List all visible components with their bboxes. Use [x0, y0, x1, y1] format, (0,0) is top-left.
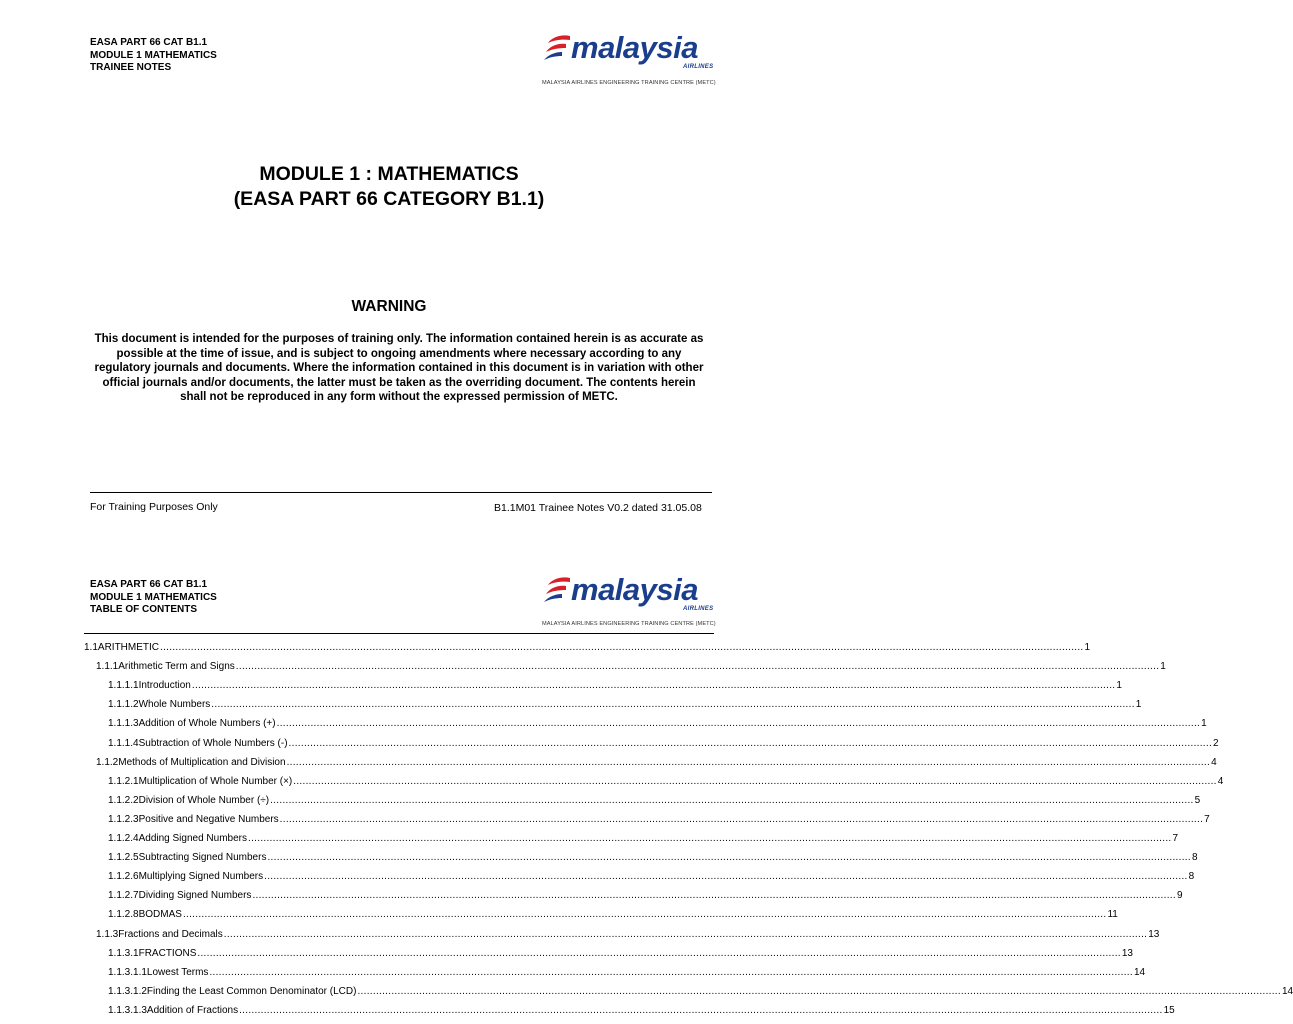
toc-title: Addition of Whole Numbers (+) — [138, 718, 276, 730]
toc-number: 1.1.2.7 — [108, 890, 139, 902]
header-line: MODULE 1 MATHEMATICS — [90, 49, 217, 61]
toc-title: Dividing Signed Numbers — [138, 890, 252, 902]
toc-leader-dots: ............................................................................................................................................................................................................................................................................................................ — [211, 699, 1135, 711]
toc-number: 1.1.2.3 — [108, 813, 139, 825]
warning-text: This document is intended for the purposes of training only. The information contained herein is as accurate as possible at the time of issue, and is subject to ongoing amendments where necessary according to any regulatory journals and documents. Where the information contained in this document is in variation with other official journals and/or documents, the latter must be taken as the overriding document. The contents herein shall not be reproduced in any form without the expressed permission of METC. — [94, 333, 704, 403]
toc-number: 1.1.2 — [96, 756, 119, 768]
toc-leader-dots: ............................................................................................................................................................................................................................................................................................................ — [357, 985, 1281, 997]
toc-number: 1.1.3.1 — [108, 947, 139, 959]
toc-title: Multiplying Signed Numbers — [138, 871, 264, 883]
toc-number: 1.1.1.2 — [108, 699, 139, 711]
toc-page-number: 8 — [1188, 871, 1195, 883]
toc-number: 1.1.3.1.3 — [108, 1004, 147, 1016]
toc-leader-dots: ............................................................................................................................................................................................................................................................................................................ — [182, 909, 1107, 921]
toc-leader-dots: ............................................................................................................................................................................................................................................................................................................ — [286, 756, 1211, 768]
toc-number: 1.1.2.4 — [108, 833, 139, 844]
toc-entry[interactable] — [96, 756, 1217, 769]
header-line: TABLE OF CONTENTS — [90, 604, 198, 615]
footer-divider — [90, 492, 712, 493]
toc-title: Methods of Multiplication and Division — [118, 756, 286, 768]
toc-leader-dots: ............................................................................................................................................................................................................................................................................................................ — [264, 871, 1188, 883]
toc-entry[interactable] — [108, 985, 1293, 998]
toc-leader-dots: ............................................................................................................................................................................................................................................................................................................ — [239, 1004, 1163, 1016]
toc-number: 1.1.2.8 — [108, 909, 139, 921]
toc-leader-dots: ............................................................................................................................................................................................................................................................................................................ — [191, 680, 1116, 692]
toc-entry[interactable] — [108, 737, 1219, 750]
toc-number: 1.1.2.2 — [108, 794, 139, 806]
toc-title: Subtracting Signed Numbers — [138, 852, 267, 864]
toc-page-number: 14 — [1281, 985, 1293, 997]
toc-leader-dots: ............................................................................................................................................................................................................................................................................................................ — [160, 642, 1084, 653]
toc-entry[interactable] — [108, 851, 1198, 864]
toc-page-number: 4 — [1211, 756, 1217, 768]
toc-page-number: 2 — [1213, 737, 1219, 749]
toc-leader-dots: ............................................................................................................................................................................................................................................................................................................ — [270, 794, 1194, 806]
toc-leader-dots: ............................................................................................................................................................................................................................................................................................................ — [279, 813, 1204, 825]
toc-page-number: 11 — [1107, 909, 1118, 921]
toc-title: BODMAS — [138, 909, 182, 921]
toc-title: Adding Signed Numbers — [138, 833, 247, 844]
toc-entry[interactable] — [108, 832, 1179, 845]
toc-entry[interactable] — [108, 717, 1207, 730]
toc-entry[interactable] — [108, 775, 1224, 788]
toc-leader-dots: ............................................................................................................................................................................................................................................................................................................ — [209, 966, 1133, 978]
toc-page-number: 8 — [1191, 852, 1198, 864]
toc-number: 1.1 — [84, 642, 98, 653]
logo-airlines: AIRLINES — [683, 64, 714, 70]
toc-entry[interactable] — [108, 947, 1133, 960]
toc-entry[interactable] — [108, 870, 1195, 883]
footer-left: For Training Purposes Only — [90, 501, 218, 513]
logo-wordmark: malaysia — [571, 572, 698, 607]
toc-page-number: 7 — [1204, 813, 1210, 825]
page2-header — [90, 579, 217, 617]
toc-number: 1.1.2.5 — [108, 852, 139, 864]
toc-leader-dots: ............................................................................................................................................................................................................................................................................................................ — [197, 947, 1121, 959]
toc-title: Introduction — [138, 680, 191, 692]
page1-header — [90, 37, 217, 75]
toc-entry[interactable] — [108, 794, 1201, 807]
toc-page-number: 13 — [1148, 928, 1160, 940]
toc-page-number: 1 — [1116, 680, 1122, 692]
toc-page-number: 15 — [1163, 1004, 1175, 1016]
malaysia-airlines-logo — [540, 30, 723, 80]
toc-number: 1.1.3.1.1 — [108, 966, 147, 978]
toc-leader-dots: ............................................................................................................................................................................................................................................................................................................ — [248, 833, 1172, 844]
warning-heading: WARNING — [351, 298, 427, 315]
toc-number: 1.1.2.1 — [108, 775, 139, 787]
toc-entry[interactable] — [108, 813, 1210, 826]
toc-entry[interactable] — [108, 1004, 1175, 1017]
toc-page-number: 9 — [1176, 890, 1183, 902]
toc-title: Lowest Terms — [146, 966, 209, 978]
toc-entry[interactable] — [108, 698, 1142, 711]
header-line: EASA PART 66 CAT B1.1 — [90, 579, 208, 590]
toc-page-number: 7 — [1172, 833, 1179, 844]
logo-subtitle: MALAYSIA AIRLINES ENGINEERING TRAINING CENTRE (METC) — [542, 80, 716, 86]
toc-divider — [84, 633, 714, 634]
toc-entry[interactable] — [108, 679, 1122, 692]
malaysia-airlines-logo — [540, 572, 723, 622]
header-line: MODULE 1 MATHEMATICS — [90, 591, 217, 603]
toc-title: FRACTIONS — [138, 947, 197, 959]
toc-title: ARITHMETIC — [97, 642, 160, 653]
toc-title: Addition of Fractions — [146, 1004, 239, 1016]
toc-title: Subtraction of Whole Numbers (-) — [138, 737, 288, 749]
toc-leader-dots: ............................................................................................................................................................................................................................................................................................................ — [223, 928, 1148, 940]
toc-number: 1.1.2.6 — [108, 871, 139, 883]
toc-leader-dots: ............................................................................................................................................................................................................................................................................................................ — [252, 890, 1176, 902]
header-line: EASA PART 66 CAT B1.1 — [90, 37, 208, 48]
footer-right: B1.1M01 Trainee Notes V0.2 dated 31.05.08 — [494, 502, 702, 514]
toc-title: Division of Whole Number (÷) — [138, 794, 270, 806]
document-title: MODULE 1 : MATHEMATICS — [259, 163, 519, 185]
toc-leader-dots: ............................................................................................................................................................................................................................................................................................................ — [267, 852, 1191, 864]
header-line: TRAINEE NOTES — [90, 62, 172, 73]
toc-page-number: 1 — [1135, 699, 1142, 711]
toc-entry[interactable] — [96, 660, 1166, 673]
toc-leader-dots: ............................................................................................................................................................................................................................................................................................................ — [276, 718, 1201, 730]
toc-page-number: 1 — [1160, 661, 1166, 673]
toc-title: Arithmetic Term and Signs — [118, 661, 235, 673]
toc-number: 1.1.1.3 — [108, 718, 139, 730]
toc-entry[interactable] — [84, 641, 1091, 654]
toc-number: 1.1.1 — [96, 661, 119, 673]
toc-entry[interactable] — [96, 928, 1160, 941]
toc-entry[interactable] — [108, 908, 1118, 921]
toc-leader-dots: ............................................................................................................................................................................................................................................................................................................ — [288, 737, 1213, 749]
toc-title: Whole Numbers — [138, 699, 211, 711]
logo-subtitle: MALAYSIA AIRLINES ENGINEERING TRAINING CENTRE (METC) — [542, 621, 716, 627]
logo-wordmark: malaysia — [571, 30, 698, 65]
toc-leader-dots: ............................................................................................................................................................................................................................................................................................................ — [293, 775, 1217, 787]
toc-title: Fractions and Decimals — [118, 928, 223, 940]
toc-page-number: 13 — [1121, 947, 1133, 959]
toc-page-number: 4 — [1217, 775, 1224, 787]
toc-number: 1.1.1.1 — [108, 680, 139, 692]
toc-number: 1.1.1.4 — [108, 737, 139, 749]
toc-leader-dots: ............................................................................................................................................................................................................................................................................................................ — [235, 661, 1160, 673]
logo-airlines: AIRLINES — [683, 606, 714, 612]
toc-entry[interactable] — [108, 889, 1183, 902]
document-subtitle: (EASA PART 66 CATEGORY B1.1) — [233, 188, 545, 210]
toc-page-number: 5 — [1194, 794, 1201, 806]
toc-title: Finding the Least Common Denominator (LCD) — [146, 985, 357, 997]
toc-entry[interactable] — [108, 966, 1146, 979]
toc-number: 1.1.3 — [96, 928, 119, 940]
toc-title: Multiplication of Whole Number (×) — [138, 775, 293, 787]
toc-page-number: 1 — [1084, 642, 1091, 653]
toc-number: 1.1.3.1.2 — [108, 985, 147, 997]
toc-page-number: 14 — [1133, 966, 1146, 978]
toc-page-number: 1 — [1201, 718, 1207, 730]
toc-title: Positive and Negative Numbers — [138, 813, 279, 825]
